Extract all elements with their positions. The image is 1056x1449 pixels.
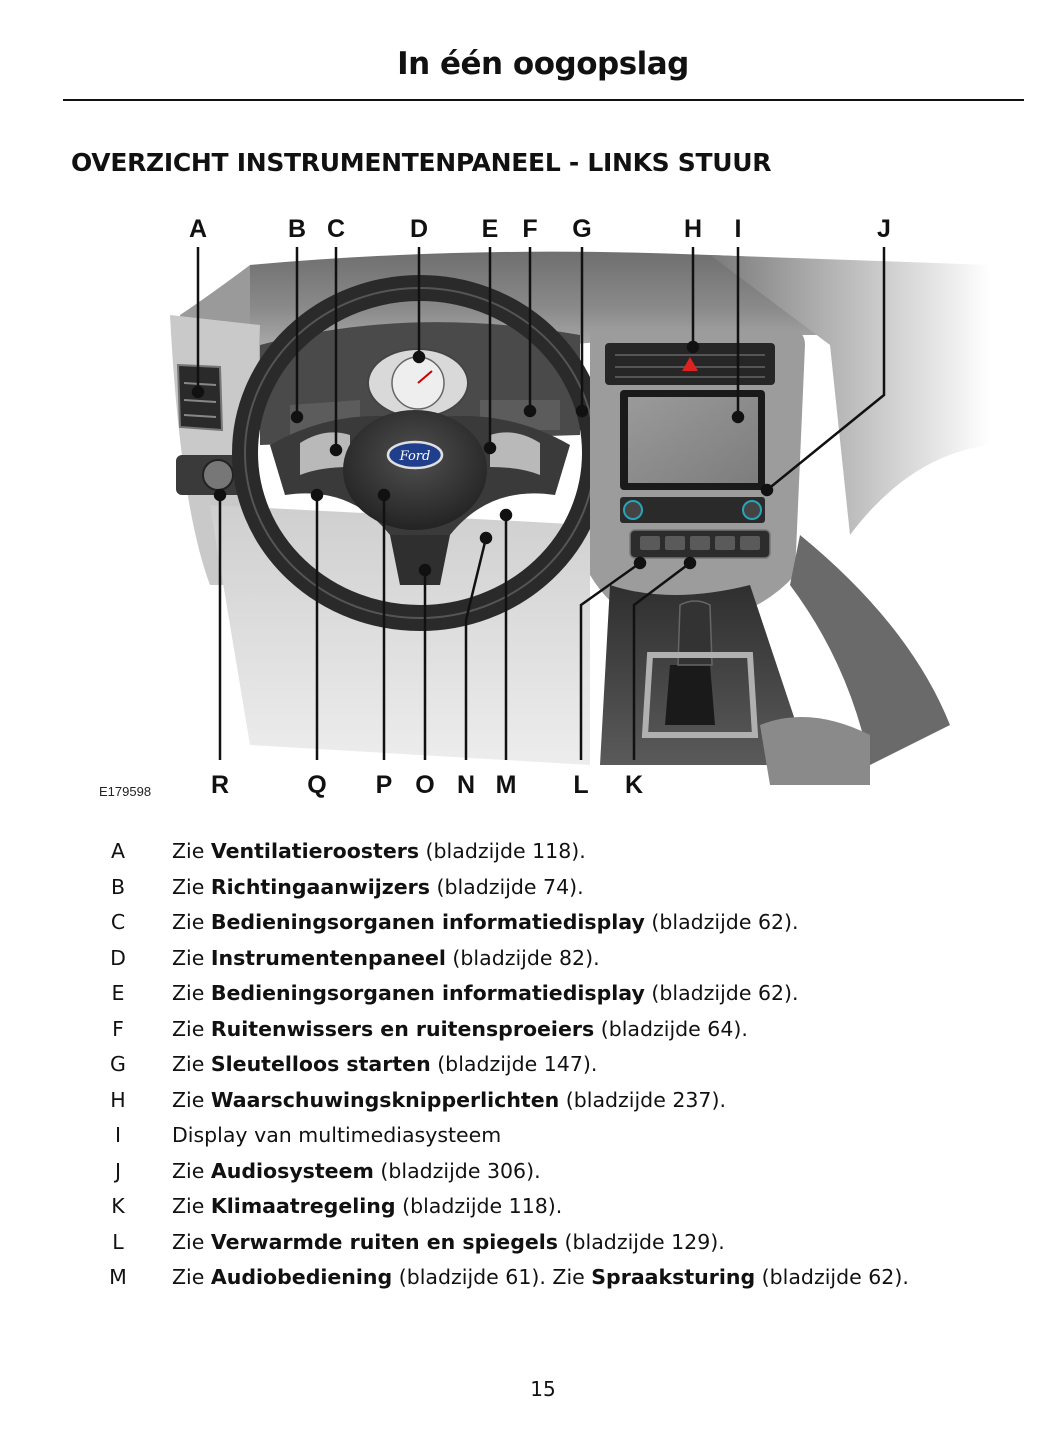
- label-l: L: [573, 771, 589, 799]
- label-n: N: [456, 771, 476, 799]
- page-number: 15: [530, 1377, 556, 1401]
- legend-key: F: [112, 1016, 124, 1041]
- legend-row-i: [0, 1120, 1056, 1150]
- legend-desc: Zie Richtingaanwijzers (bladzijde 74).: [172, 874, 584, 899]
- label-i: I: [734, 215, 742, 243]
- label-o: O: [415, 771, 435, 799]
- label-j: J: [877, 215, 891, 243]
- legend-key: J: [114, 1158, 122, 1183]
- legend-key: C: [110, 910, 126, 934]
- legend-desc: Zie Bedieningsorganen informatiedisplay (bladzijde 62).: [172, 910, 799, 934]
- legend-row-d: [0, 943, 1056, 973]
- label-d: D: [409, 215, 429, 243]
- legend-desc: Zie Klimaatregeling (bladzijde 118).: [172, 1194, 563, 1218]
- legend-row-f: [0, 1014, 1056, 1044]
- legend-desc: Zie Waarschuwingsknipperlichten (bladzijde 237).: [172, 1087, 726, 1112]
- bottom-label-group: [211, 771, 643, 799]
- label-r: R: [210, 771, 230, 799]
- legend-key: E: [111, 981, 125, 1005]
- legend-desc: Zie Bedieningsorganen informatiedisplay (bladzijde 62).: [172, 981, 799, 1005]
- label-q: Q: [307, 771, 327, 799]
- legend-key: H: [110, 1087, 126, 1112]
- legend-desc: Zie Verwarmde ruiten en spiegels (bladzijde 129).: [172, 1229, 725, 1254]
- label-a: A: [188, 215, 208, 243]
- section-title: OVERZICHT INSTRUMENTENPANEEL - LINKS STUUR: [71, 148, 772, 177]
- label-k: K: [624, 771, 644, 799]
- legend-desc: Zie Instrumentenpaneel (bladzijde 82).: [172, 945, 600, 970]
- legend-row-g: [0, 1049, 1056, 1079]
- legend-desc: Zie Audiosysteem (bladzijde 306).: [172, 1158, 541, 1183]
- label-c: C: [326, 215, 346, 243]
- legend-desc: Zie Ventilatieroosters (bladzijde 118).: [172, 839, 586, 863]
- legend-row-l: [0, 1227, 1056, 1257]
- label-p: P: [375, 771, 393, 799]
- legend-row-e: [0, 978, 1056, 1008]
- chapter-title: In één oogopslag: [397, 46, 689, 82]
- legend-row-k: [0, 1191, 1056, 1221]
- label-b: B: [287, 215, 307, 243]
- ford-logo: Ford: [399, 449, 431, 464]
- legend-key: B: [110, 874, 126, 899]
- figure-id: E179598: [99, 784, 152, 799]
- legend-row-a: [0, 836, 1056, 866]
- legend-row-h: [0, 1085, 1056, 1115]
- legend-row-m: [0, 1262, 1056, 1292]
- label-h: H: [683, 215, 703, 243]
- legend-desc: Zie Sleutelloos starten (bladzijde 147).: [172, 1052, 598, 1076]
- legend-key: I: [114, 1123, 122, 1147]
- label-f: F: [522, 215, 538, 243]
- legend-desc: Zie Ruitenwissers en ruitensproeiers (bladzijde 64).: [172, 1016, 748, 1041]
- legend-key: M: [109, 1265, 127, 1289]
- label-g: G: [572, 215, 592, 243]
- legend-key: G: [110, 1052, 126, 1076]
- legend-row-b: [0, 872, 1056, 902]
- legend-row-c: [0, 907, 1056, 937]
- legend-key: A: [110, 839, 126, 863]
- legend-key: K: [111, 1194, 125, 1218]
- dashboard-figure: [150, 205, 990, 805]
- legend-key: D: [110, 945, 126, 970]
- legend-desc: Display van multimediasysteem: [172, 1123, 502, 1147]
- legend-key: L: [112, 1229, 124, 1254]
- legend-desc: Zie Audiobediening (bladzijde 61). Zie Spraaksturing (bladzijde 62).: [172, 1265, 909, 1289]
- dashboard-illustration: [150, 205, 990, 805]
- legend-row-j: [0, 1156, 1056, 1186]
- label-m: M: [495, 771, 517, 799]
- top-label-group: [189, 215, 891, 243]
- header-rule: [63, 99, 1024, 101]
- label-e: E: [481, 215, 499, 243]
